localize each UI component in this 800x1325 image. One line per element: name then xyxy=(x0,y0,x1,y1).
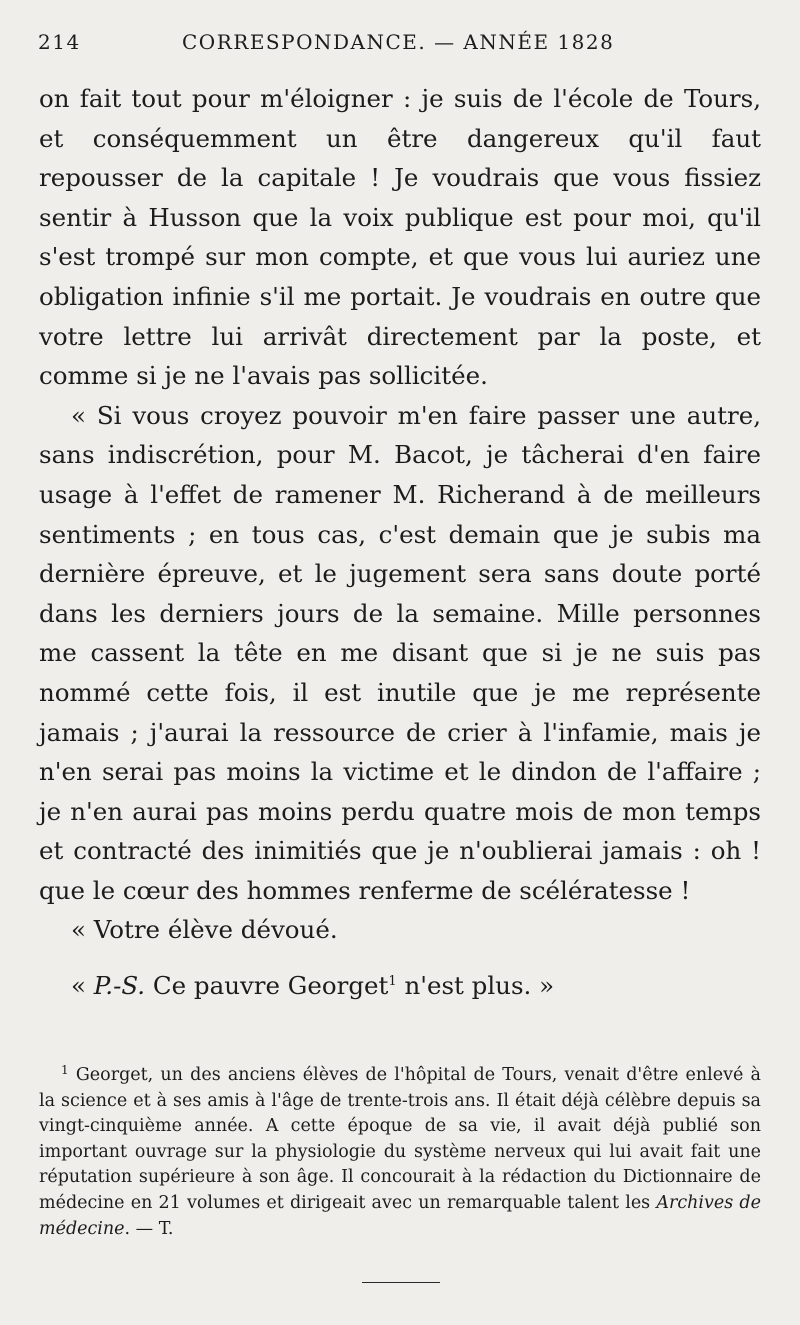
footnote-journal-title: Archives de médecine xyxy=(39,1192,761,1239)
footnote-paragraph xyxy=(39,1063,761,1242)
footnote-mark: 1 xyxy=(61,1063,69,1077)
footnote-text-end: . — T. xyxy=(124,1218,174,1239)
page-header xyxy=(38,30,615,62)
paragraph-1: on fait tout pour m'éloigner : je suis de l'école de Tours, et conséquemment un être dangereux qu'il faut repousser de la capitale ! Je voudrais que vous fissiez sentir à Husson que la voix publique est pour moi, qu'il s'est trompé sur mon compte, et que vous lui auriez une obligation infinie s'il me portait. Je voudrais en outre que votre lettre lui arrivât directement par la poste, et comme si je ne l'avais pas sollicitée. xyxy=(39,84,761,391)
footnote-reference: 1 xyxy=(388,974,397,990)
page-number: 214 xyxy=(38,30,81,54)
signature-line: « Votre élève dévoué. xyxy=(71,915,338,945)
running-title: CORRESPONDANCE. — ANNÉE 1828 xyxy=(182,30,615,54)
paragraph-2: « Si vous croyez pouvoir m'en faire passer une autre, sans indiscrétion, pour M. Bacot, je tâcherai d'en faire usage à l'effet de ramener M. Richerand à de meilleurs sentiments ; en tous cas, c'est demain que je subis ma dernière épreuve, et le jugement sera sans doute porté dans les derniers jours de la semaine. Mille personnes me cassent la tête en me disant que si je ne suis pas nommé cette fois, il est inutile que je me représente jamais ; j'aurai la ressource de crier à l'infamie, mais je n'en serai pas moins la victime et le dindon de l'affaire ; je n'en aurai pas moins perdu quatre mois de mon temps et contracté des inimitiés que je n'oublierai jamais : oh ! que le cœur des hommes renferme de scélératesse ! xyxy=(39,400,761,905)
postscript-label: P.-S. xyxy=(93,971,146,1001)
postscript-text: Ce pauvre Georget xyxy=(145,971,389,1001)
body-text xyxy=(39,79,761,1006)
footnote-text: Georget, un des anciens élèves de l'hôpital de Tours, venait d'être enlevé à la science et à ses amis à l'âge de trente-trois ans. Il était déjà célèbre depuis sa vingt-cinquième année. A cette époque de sa vie, il avait déjà publié son important ouvrage sur la physiologie du système nerveux qui lui avait fait une réputation supérieure à son âge. Il concourait à la rédaction du Dictionnaire de médecine en 21 volumes et dirigeait avec un remarquable talent les xyxy=(39,1065,761,1213)
postscript xyxy=(39,966,761,1006)
postscript-end: n'est plus. » xyxy=(396,971,555,1001)
footnote xyxy=(39,1063,761,1242)
postscript-open-quote: « xyxy=(71,971,94,1001)
bottom-rule xyxy=(362,1282,440,1283)
